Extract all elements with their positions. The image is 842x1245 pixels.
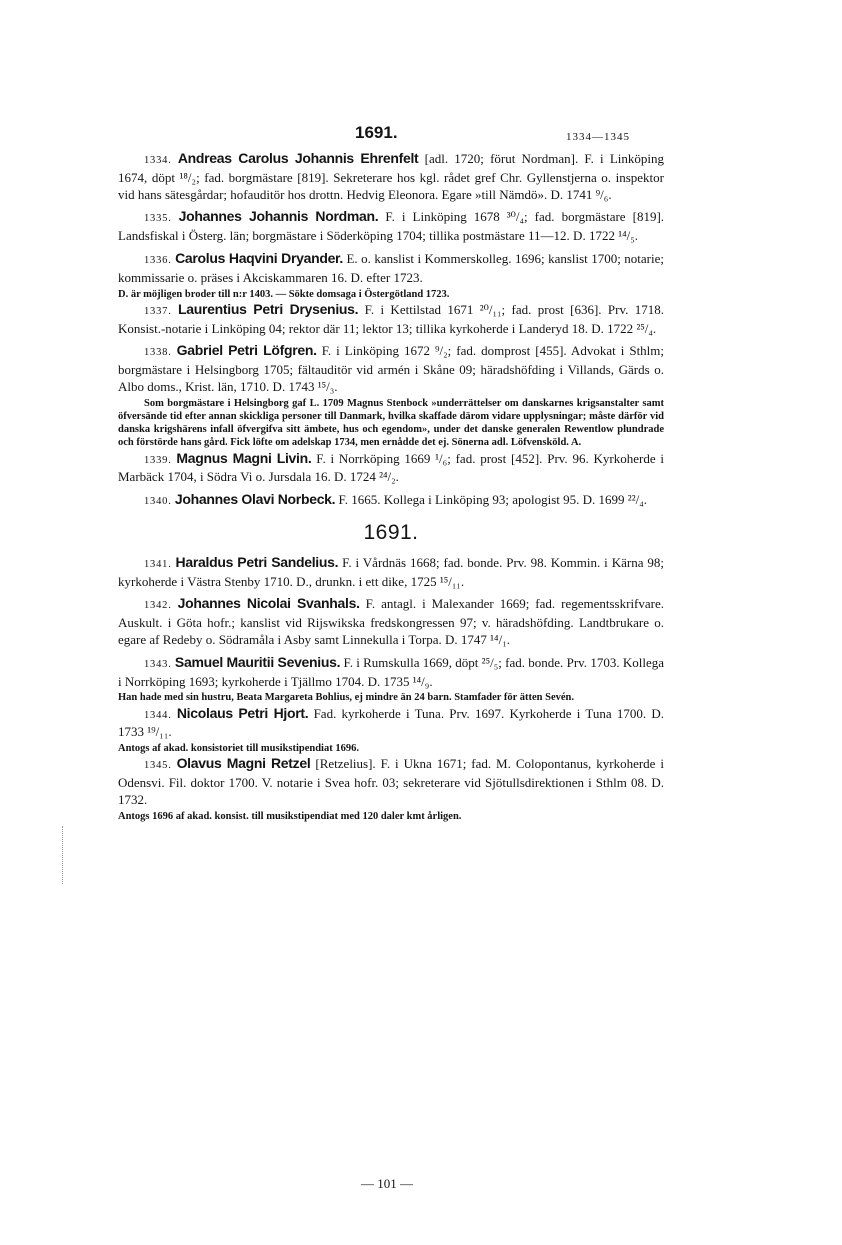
entry-name: Johannes Olavi Norbeck. [174,491,336,508]
entry-1338 [118,342,664,395]
entry-text: F. 1665. Kollega i Linköping 93; apologist 95. D. 1699 ²²/₄. [338,492,647,508]
entry-note-1344: Antogs af akad. konsistoriet till musikstipendiat 1696. [118,743,359,755]
entry-1344 [118,705,664,742]
entry-1336 [118,250,664,287]
entry-name: Laurentius Petri Drysenius. [178,300,359,317]
margin-mark [62,826,64,884]
entry-number: 1342. [144,600,172,612]
entry-note-1345: Antogs 1696 af akad. konsist. till musikstipendiat med 120 daler kmt årligen. [118,810,462,822]
entry-text: [adl. 1720; förut Nordman]. F. i Linköping 1674, döpt ¹⁸/₂; fad. borgmästare [819]. Sekreterare hos kgl. rådet gref Chr. Gyllenstjerna o. inspektor vid hans sätesgårdar; hofauditör hos drottn. Hedvig Eleonora. Egare »till Nämdö». D. 1741 ⁹/₆. [118,151,665,202]
entry-name: Samuel Mauritii Sevenius. [174,653,341,670]
entry-1337 [118,301,664,338]
entry-1342 [118,595,664,648]
entry-number: 1341. [144,558,172,570]
entry-text: F. i Kettilstad 1671 ²⁰/₁₁; fad. prost [636]. Prv. 1718. Konsist.-notarie i Linköping 04; rektor där 11; lektor 13; tillika kyrkoherde i Landeryd 18. D. 1722 ²⁵/₄. [118,301,665,336]
entry-number: 1336. [144,254,172,266]
running-head-year: 1691. [355,123,398,142]
running-head-range: 1334—1345 [566,131,630,143]
entry-name: Magnus Magni Livin. [176,449,312,466]
entry-text: F. antagl. i Malexander 1669; fad. regementsskrifvare. Auskult. i Göta hofr.; kanslist vid Rijswikska fredskongressen 97; v. häradshöfding. Landtbrukare o. egare af Redeby o. Södramåla i Asby samt Linnekulla i Torpa. D. 1747 ¹⁴/₁. [118,596,665,647]
entry-number: 1345. [144,760,172,772]
entry-text: [Retzelius]. F. i Ukna 1671; fad. M. Colopontanus, kyrkoherde i Odensvi. Fil. doktor 1700. V. notarie i Svea hofr. 03; sekreterare vid Sjötullsdirektionen i Sthlm 08. D. 1732. [118,756,665,807]
entry-text: F. i Linköping 1672 ⁹/₂; fad. domprost [455]. Advokat i Sthlm; borgmästare i Helsingborg 1705; fältauditör vid armén i Skåne 09; häradshöfding i Villands, Gärds o. Albo doms., Krist. län, 1710. D. 1743 ¹⁵/₃. [118,343,665,394]
entry-number: 1343. [144,658,172,670]
entry-name: Gabriel Petri Löfgren. [176,342,317,359]
entry-name: Haraldus Petri Sandelius. [175,553,339,570]
entry-note-1336: D. är möjligen broder till n:r 1403. — Sökte domsaga i Östergötland 1723. [118,288,450,300]
entry-name: Nicolaus Petri Hjort. [176,704,309,721]
entry-1339 [118,450,664,487]
entry-number: 1340. [144,496,172,508]
entry-1334 [118,150,664,203]
entry-1340 [118,491,664,511]
entry-1345 [118,755,664,808]
entry-number: 1339. [144,454,172,466]
entry-name: Johannes Nicolai Svanhals. [177,595,360,612]
entry-number: 1335. [144,213,172,225]
entry-number: 1338. [144,347,172,359]
entry-1341 [118,554,664,591]
entry-name: Carolus Haqvini Dryander. [175,249,344,266]
entry-note-1338: Som borgmästare i Helsingborg gaf L. 1709 Magnus Stenbock »underrättelser om danskarnes krigsanstalter samt öfversände tid efter annan skickliga personer till Danmark, hvilka skaffade därom vidare upplysningar; måste därför vid danska krigshärens infall öfvergifva sitt ämbete, hus och egendom», under det danske generalen Rewentlow plundrade och förstörde hans gård. Fick löfte om adelskap 1734, men ernådde det ej. Sönerna adl. Löfvensköld. A. [118,397,664,449]
section-heading-year: 1691. [363,520,419,544]
entry-text: F. i Linköping 1678 ³⁰/₄; fad. borgmästare [819]. Landsfiskal i Österg. län; borgmästare i Söderköping 1704; tillika postmästare 11—12. D. 1722 ¹⁴/₅. [118,209,665,244]
entry-number: 1337. [144,305,172,317]
entry-name: Johannes Johannis Nordman. [178,208,379,225]
entry-text: E. o. kanslist i Kommerskolleg. 1696; kanslist 1700; notarie; kommissarie o. präses i Akciskammaren 16. D. efter 1723. [118,250,664,285]
entry-text: F. i Rumskulla 1669, döpt ²⁵/₅; fad. bonde. Prv. 1703. Kollega i Norrköping 1693; kyrkoherde i Tjällmo 1704. D. 1735 ¹⁴/₉. [118,654,665,689]
entry-number: 1344. [144,709,172,721]
entry-1343 [118,654,664,691]
page-number: — 101 — [361,1176,413,1191]
entry-text: F. i Norrköping 1669 ¹/₆; fad. prost [452]. Prv. 96. Kyrkoherde i Marbäck 1704, i Södra Vi o. Jursdala 16. D. 1724 ²⁴/₂. [118,450,664,485]
entry-note-1343: Han hade med sin hustru, Beata Margareta Bohlius, ej mindre än 24 barn. Stamfader för ätten Sevén. [118,692,574,704]
entry-text: F. i Vårdnäs 1668; fad. bonde. Prv. 98. Kommin. i Kärna 98; kyrkoherde i Västra Stenby 1710. D., drunkn. i ett dike, 1725 ¹⁵/₁₁. [118,554,664,589]
page-body [118,150,664,823]
entry-name: Olavus Magni Retzel [176,755,311,772]
entry-1335 [118,208,664,245]
entry-text: Fad. kyrkoherde i Tuna. Prv. 1697. Kyrkoherde i Tuna 1700. D. 1733 ¹⁹/₁₁. [118,705,664,740]
entry-name: Andreas Carolus Johannis Ehrenfelt [177,150,419,166]
entry-number: 1334. [144,155,172,166]
